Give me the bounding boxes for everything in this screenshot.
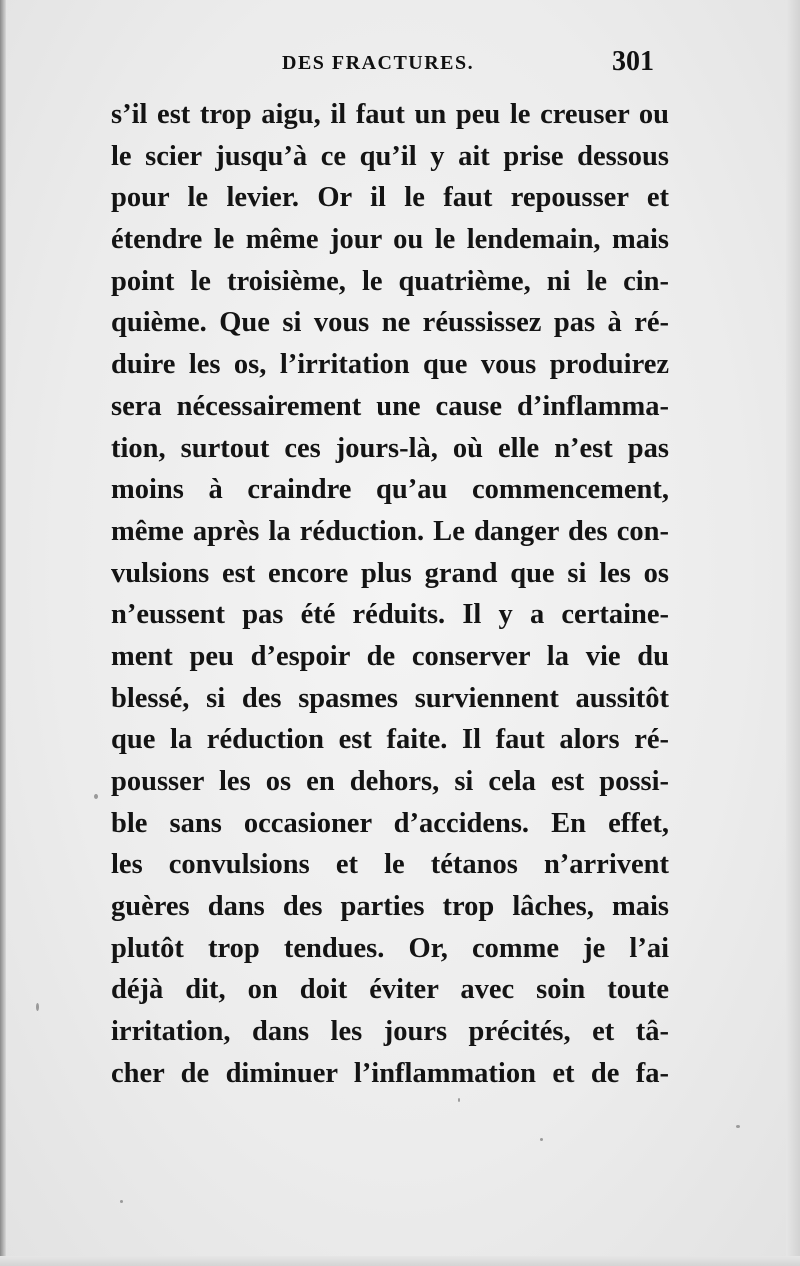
text-line: ment peu d’espoir de conserver la vie du: [111, 640, 669, 672]
paper-speck: [120, 1200, 123, 1203]
text-line: les convulsions et le tétanos n’arrivent: [111, 849, 669, 881]
text-line: cher de diminuer l’inflammation et de fa-: [111, 1057, 669, 1089]
text-line: pour le levier. Or il le faut repousser et: [111, 182, 669, 214]
text-line: irritation, dans les jours précités, et tâ-: [111, 1016, 669, 1048]
text-line: étendre le même jour ou le lendemain, mais: [111, 224, 669, 256]
text-line: duire les os, l’irritation que vous produirez: [111, 349, 669, 381]
text-line: tion, surtout ces jours-là, où elle n’est pas: [111, 432, 669, 464]
text-line: sera nécessairement une cause d’inflamma-: [111, 390, 669, 422]
text-line: quième. Que si vous ne réussissez pas à ré-: [111, 307, 669, 339]
paper-speck: [458, 1098, 460, 1102]
paper-speck: [36, 1003, 39, 1011]
text-line: n’eussent pas été réduits. Il y a certaine-: [111, 599, 669, 631]
paper-speck: [94, 794, 98, 799]
running-head: DES FRACTURES.: [282, 52, 475, 74]
page-number: 301: [612, 46, 654, 77]
page-bottom-edge: [0, 1256, 800, 1266]
text-line: vulsions est encore plus grand que si les os: [111, 557, 669, 589]
text-line: le scier jusqu’à ce qu’il y ait prise dessous: [111, 140, 669, 172]
page-right-edge: [786, 0, 800, 1266]
paper-speck: [736, 1125, 740, 1128]
text-line: point le troisième, le quatrième, ni le cin-: [111, 265, 669, 297]
text-line: moins à craindre qu’au commencement,: [111, 474, 669, 506]
page-left-edge-shadow: [0, 0, 6, 1266]
text-line: s’il est trop aigu, il faut un peu le creuser ou: [111, 99, 669, 130]
body-text: [111, 94, 669, 1095]
text-line: même après la réduction. Le danger des con-: [111, 515, 669, 547]
text-line: blessé, si des spasmes surviennent aussitôt: [111, 682, 669, 714]
text-line: guères dans des parties trop lâches, mais: [111, 891, 669, 923]
text-line: que la réduction est faite. Il faut alors ré-: [111, 724, 669, 756]
text-line: plutôt trop tendues. Or, comme je l’ai: [111, 932, 669, 964]
text-line: ble sans occasioner d’accidens. En effet,: [111, 807, 669, 839]
page-header: [110, 46, 660, 86]
text-line: pousser les os en dehors, si cela est possi-: [111, 766, 669, 797]
paper-speck: [540, 1138, 543, 1141]
text-line: déjà dit, on doit éviter avec soin toute: [111, 974, 669, 1006]
